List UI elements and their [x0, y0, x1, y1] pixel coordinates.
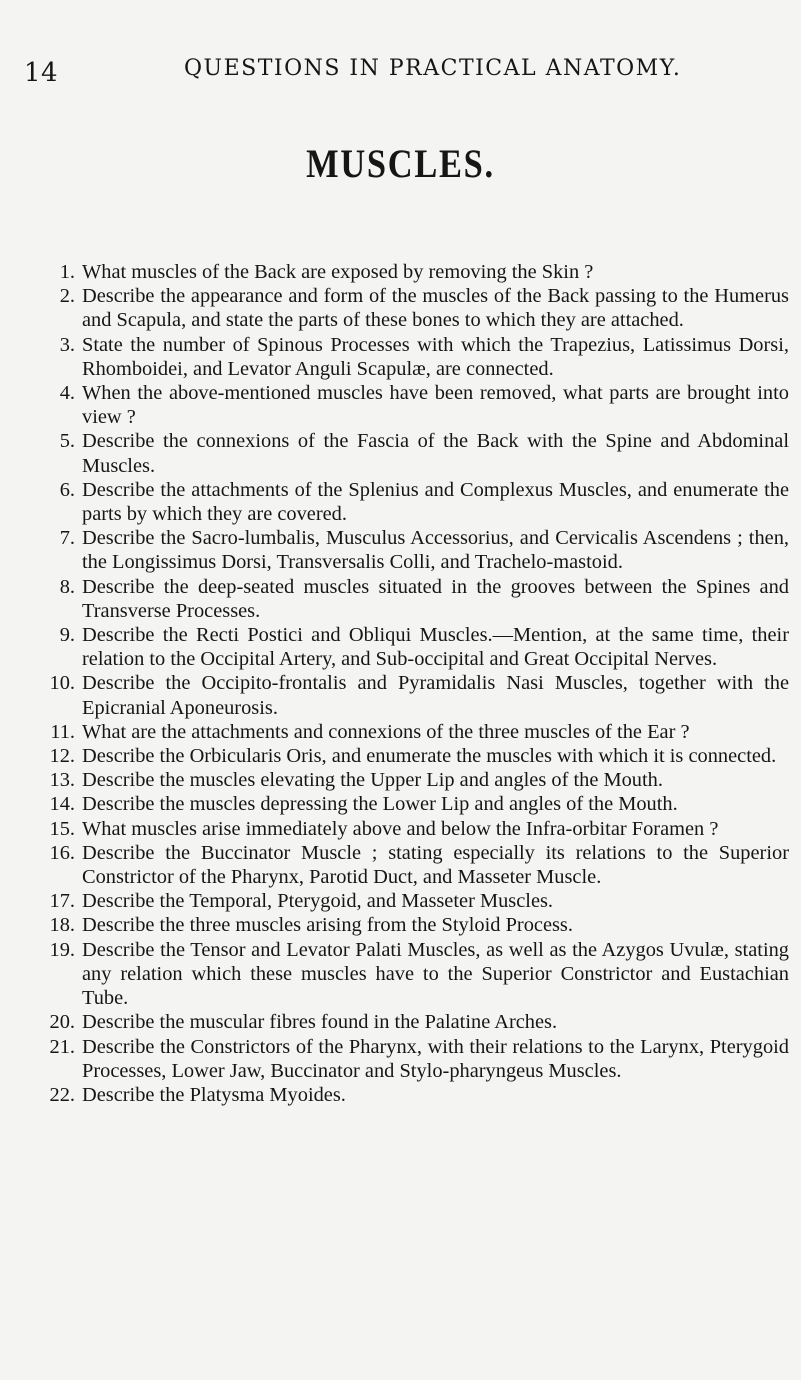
question-text: What muscles arise immediately above and below the Infra-orbitar Foramen ?: [82, 817, 719, 840]
question-text: Describe the Platysma Myoides.: [82, 1083, 346, 1106]
question-item: [0, 889, 801, 913]
question-number: 6.: [59, 478, 75, 501]
question-number: 12.: [49, 745, 75, 768]
question-text: State the number of Spinous Processes with which the Trapezius, Latissimus Dorsi, Rhomboidei, and Levator Anguli Scapulæ, are connected.: [82, 333, 789, 380]
question-text: Describe the Orbicularis Oris, and enumerate the muscles with which it is connected.: [82, 745, 777, 768]
question-number: 1.: [59, 261, 75, 283]
question-text: Describe the Constrictors of the Pharynx, with their relations to the Larynx, Pterygoid Processes, Lower Jaw, Buccinator and Stylo-pharyngeus Muscles.: [82, 1035, 789, 1082]
question-text: Describe the appearance and form of the muscles of the Back passing to the Humerus and Scapula, and state the parts of these bones to which they are attached.: [82, 285, 789, 332]
question-text: Describe the Buccinator Muscle ; stating especially its relations to the Superior Constrictor of the Pharynx, Parotid Duct, and Masseter Muscle.: [82, 841, 789, 889]
question-item: [0, 913, 801, 937]
question-text: Describe the Recti Postici and Obliqui Muscles.—Mention, at the same time, their relation to the Occipital Artery, and Sub-occipital and Great Occipital Nerves.: [82, 624, 789, 671]
question-number: 20.: [49, 1011, 75, 1034]
question-number: 17.: [49, 890, 75, 913]
question-item: [0, 768, 801, 792]
question-item: [0, 938, 801, 1011]
question-item: [0, 284, 801, 332]
question-text: Describe the Temporal, Pterygoid, and Masseter Muscles.: [82, 890, 554, 913]
question-number: 22.: [49, 1083, 75, 1106]
question-list: [0, 260, 801, 1107]
question-number: 14.: [49, 793, 75, 816]
question-number: 16.: [49, 841, 75, 864]
question-text: Describe the Sacro-lumbalis, Musculus Accessorius, and Cervicalis Ascendens ; then, the Longissimus Dorsi, Transversalis Colli, and Trachelo-mastoid.: [82, 527, 789, 574]
question-number: 2.: [59, 285, 75, 308]
question-number: 15.: [49, 817, 75, 840]
question-text: Describe the muscles elevating the Upper Lip and angles of the Mouth.: [82, 769, 663, 792]
question-text: Describe the deep-seated muscles situated in the grooves between the Spines and Transverse Processes.: [82, 575, 789, 622]
question-item: [0, 260, 801, 284]
question-item: [0, 429, 801, 477]
question-text: Describe the three muscles arising from the Styloid Process.: [82, 914, 573, 937]
question-text: Describe the connexions of the Fascia of the Back with the Spine and Abdominal Muscles.: [82, 430, 789, 477]
page-number: 14: [24, 58, 59, 88]
question-item: [0, 526, 801, 574]
question-item: [0, 720, 801, 744]
question-item: [0, 623, 801, 671]
question-number: 18.: [49, 914, 75, 937]
question-number: 19.: [49, 938, 75, 961]
question-item: [0, 792, 801, 816]
question-item: [0, 333, 801, 381]
question-item: [0, 381, 801, 429]
question-text: Describe the Tensor and Levator Palati Muscles, as well as the Azygos Uvulæ, stating any relation which these muscles have to the Superior Constrictor and Eustachian Tube.: [82, 938, 789, 1010]
question-number: 3.: [59, 333, 75, 356]
question-number: 5.: [59, 430, 75, 453]
question-number: 7.: [59, 527, 75, 550]
question-item: [0, 1010, 801, 1034]
question-number: 10.: [49, 672, 75, 695]
question-text: Describe the muscles depressing the Lower Lip and angles of the Mouth.: [82, 793, 678, 816]
question-number: 8.: [59, 575, 75, 598]
question-number: 4.: [59, 382, 75, 405]
question-number: 11.: [50, 720, 75, 743]
question-text: Describe the muscular fibres found in the Palatine Arches.: [82, 1011, 558, 1034]
question-number: 13.: [49, 769, 75, 792]
question-item: [0, 841, 801, 889]
section-title: MUSCLES.: [306, 141, 495, 186]
question-item: [0, 744, 801, 768]
question-text: Describe the attachments of the Splenius and Complexus Muscles, and enumerate the parts by which they are covered.: [82, 478, 789, 526]
question-item: [0, 1083, 801, 1107]
question-number: 21.: [49, 1035, 75, 1058]
question-text: What muscles of the Back are exposed by removing the Skin ?: [82, 261, 594, 283]
question-text: What are the attachments and connexions of the three muscles of the Ear ?: [82, 720, 690, 743]
question-number: 9.: [59, 624, 75, 647]
question-item: [0, 1035, 801, 1083]
question-item: [0, 671, 801, 719]
question-item: [0, 478, 801, 526]
question-item: [0, 575, 801, 623]
question-text: When the above-mentioned muscles have been removed, what parts are brought into view ?: [82, 382, 789, 429]
running-head: QUESTIONS IN PRACTICAL ANATOMY.: [184, 56, 682, 81]
question-text: Describe the Occipito-frontalis and Pyramidalis Nasi Muscles, together with the Epicranial Aponeurosis.: [82, 672, 789, 719]
question-item: [0, 817, 801, 841]
